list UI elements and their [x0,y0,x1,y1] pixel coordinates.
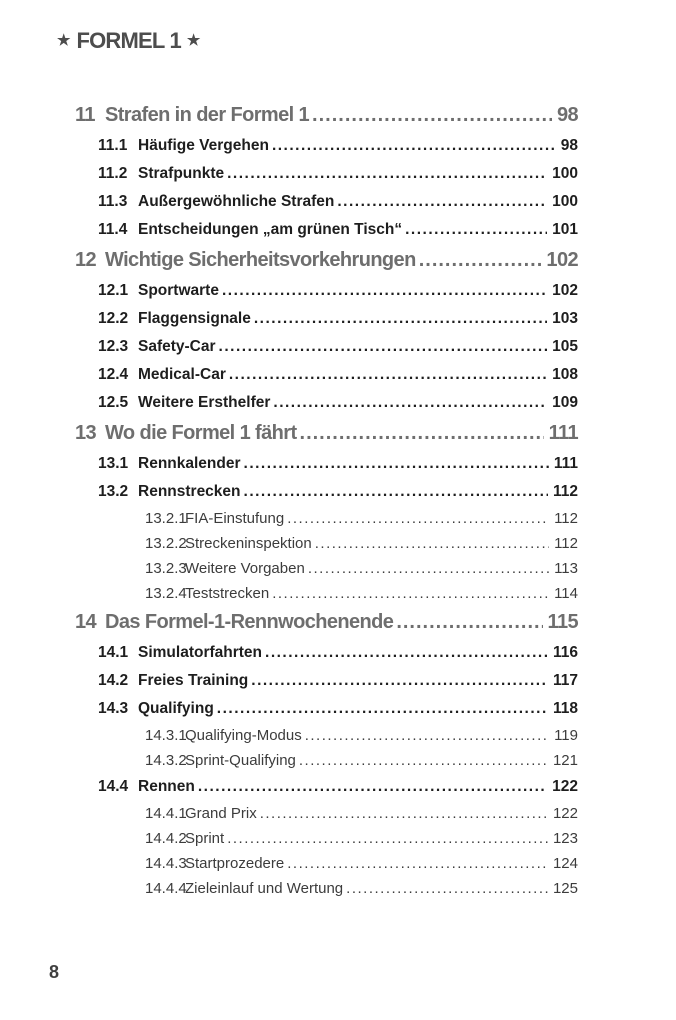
entry-page: 98 [560,137,578,154]
entry-title: Medical-Car [138,366,226,383]
toc-entry-row [75,394,578,411]
dot-leader [244,483,548,500]
dot-leader [305,728,549,744]
entry-number: 11.1 [98,137,128,154]
toc-entry-row [75,806,578,822]
entry-page: 109 [552,394,578,411]
entry-number: 13.2.4 [145,585,187,602]
entry-title: Strafpunkte [138,165,225,182]
entry-page: 122 [552,778,578,795]
entry-page: 112 [554,510,578,527]
entry-title: Das Formel-1-Rennwochenende [105,611,394,633]
entry-page: 123 [552,830,578,847]
entry-title: Entscheidungen „am grünen Tisch“ [138,221,403,238]
dot-leader [251,672,548,689]
toc-list [75,104,578,906]
entry-number: 12.2 [98,310,129,327]
entry-page: 124 [552,855,578,872]
toc-entry-row [75,881,578,897]
toc-entry-row [75,165,578,182]
entry-number: 14.2 [98,672,129,689]
entry-page: 102 [552,282,578,299]
toc-entry-row [75,778,578,795]
entry-page: 100 [552,165,578,182]
dot-leader [222,282,547,299]
toc-entry-row [75,536,578,552]
toc-entry-row [75,511,578,527]
entry-number: 14.3.1 [145,727,187,744]
page-title: FORMEL 1 [76,28,181,53]
toc-chapter-row [75,611,578,633]
dot-leader [299,753,548,769]
page-number: 8 [49,962,60,982]
dot-leader [272,586,549,602]
entry-number: 14.4.1 [145,805,187,822]
entry-title: Simulatorfahrten [138,644,263,661]
dot-leader [419,249,542,271]
dot-leader [273,394,547,411]
entry-title: Qualifying-Modus [185,727,302,744]
toc-entry-row [75,728,578,744]
entry-title: Häufige Vergehen [138,137,269,154]
dot-leader [396,611,542,633]
entry-number: 13.2.2 [145,535,187,552]
toc-entry-row [75,221,578,238]
entry-page: 117 [552,672,578,689]
dot-leader [287,511,549,527]
toc-entry-row [75,310,578,327]
entry-page: 116 [552,644,578,661]
toc-entry-row [75,672,578,689]
entry-number: 14.4.3 [145,855,187,872]
entry-page: 105 [552,338,578,355]
dot-leader [244,455,549,472]
dot-leader [405,221,547,238]
entry-number: 11.2 [98,165,128,182]
dot-leader [227,831,548,847]
dot-leader [272,137,556,154]
entry-page: 100 [552,193,578,210]
entry-page: 102 [546,249,578,271]
entry-title: Wo die Formel 1 fährt [105,422,297,444]
dot-leader [265,644,548,661]
entry-title: FIA-Einstufung [185,510,285,527]
toc-chapter-row [75,249,578,271]
dot-leader [219,338,548,355]
entry-title: Streckeninspektion [185,535,312,552]
entry-page: 111 [548,422,578,444]
toc-chapter-row [75,422,578,444]
entry-page: 119 [554,727,578,744]
entry-title: Grand Prix [185,805,257,822]
entry-title: Safety-Car [138,338,216,355]
dot-leader [260,806,548,822]
entry-number: 11.4 [98,221,128,238]
entry-page: 113 [554,560,578,577]
entry-page: 121 [552,752,578,769]
entry-number: 13.2 [98,483,129,500]
dot-leader [300,422,544,444]
entry-page: 103 [552,310,578,327]
entry-number: 11 [75,104,95,126]
entry-page: 115 [547,611,578,633]
toc-entry-row [75,455,578,472]
entry-number: 14.4.2 [145,830,187,847]
entry-title: Strafen in der Formel 1 [105,104,310,126]
dot-leader [254,310,547,327]
entry-page: 125 [552,880,578,897]
toc-entry-row [75,366,578,383]
dot-leader [315,536,549,552]
toc-entry-row [75,483,578,500]
dot-leader [346,881,548,897]
entry-number: 13.2.3 [145,560,187,577]
entry-title: Freies Training [138,672,249,689]
toc-entry-row [75,700,578,717]
toc-entry-row [75,831,578,847]
entry-number: 12.1 [98,282,129,299]
dot-leader [229,366,547,383]
dot-leader [308,561,549,577]
entry-title: Startprozedere [185,855,285,872]
entry-title: Sportwarte [138,282,219,299]
dot-leader [198,778,547,795]
dot-leader [217,700,548,717]
entry-title: Rennen [138,778,195,795]
toc-entry-row [75,338,578,355]
entry-page: 98 [556,104,578,126]
entry-number: 12.4 [98,366,129,383]
entry-title: Teststrecken [185,585,270,602]
dot-leader [312,104,552,126]
entry-title: Außergewöhnliche Strafen [138,193,335,210]
entry-number: 14.1 [98,644,129,661]
entry-page: 112 [554,535,578,552]
entry-number: 14 [75,611,97,633]
toc-entry-row [75,644,578,661]
toc-entry-row [75,856,578,872]
toc-entry-row [75,586,578,602]
entry-page: 112 [552,483,578,500]
entry-title: Rennstrecken [138,483,241,500]
dot-leader [227,165,547,182]
entry-number: 13.2.1 [145,510,187,527]
entry-page: 118 [552,700,578,717]
entry-number: 12 [75,249,97,271]
running-header [57,28,200,54]
dot-leader [287,856,548,872]
star-icon: ★ [57,32,71,49]
entry-page: 108 [552,366,578,383]
entry-title: Weitere Ersthelfer [138,394,271,411]
entry-number: 14.4.4 [145,880,187,897]
dot-leader [337,193,547,210]
entry-title: Wichtige Sicherheitsvorkehrungen [105,249,416,271]
toc-entry-row [75,561,578,577]
entry-number: 14.3 [98,700,129,717]
star-icon: ★ [186,32,201,49]
entry-number: 14.3.2 [145,752,187,769]
toc-chapter-row [75,104,578,126]
entry-title: Sprint [185,830,225,847]
entry-number: 14.4 [98,778,129,795]
entry-number: 11.3 [98,193,128,210]
entry-title: Sprint-Qualifying [185,752,296,769]
entry-page: 114 [554,585,578,602]
entry-page: 122 [552,805,578,822]
entry-number: 13.1 [98,455,129,472]
entry-title: Flaggensignale [138,310,251,327]
toc-entry-row [75,137,578,154]
entry-number: 12.3 [98,338,129,355]
entry-page: 111 [553,455,578,472]
entry-number: 12.5 [98,394,129,411]
toc-entry-row [75,282,578,299]
entry-title: Weitere Vorgaben [185,560,305,577]
toc-entry-row [75,753,578,769]
toc-entry-row [75,193,578,210]
entry-title: Qualifying [138,700,214,717]
entry-number: 13 [75,422,97,444]
entry-page: 101 [552,221,578,238]
entry-title: Rennkalender [138,455,241,472]
entry-title: Zieleinlauf und Wertung [185,880,344,897]
